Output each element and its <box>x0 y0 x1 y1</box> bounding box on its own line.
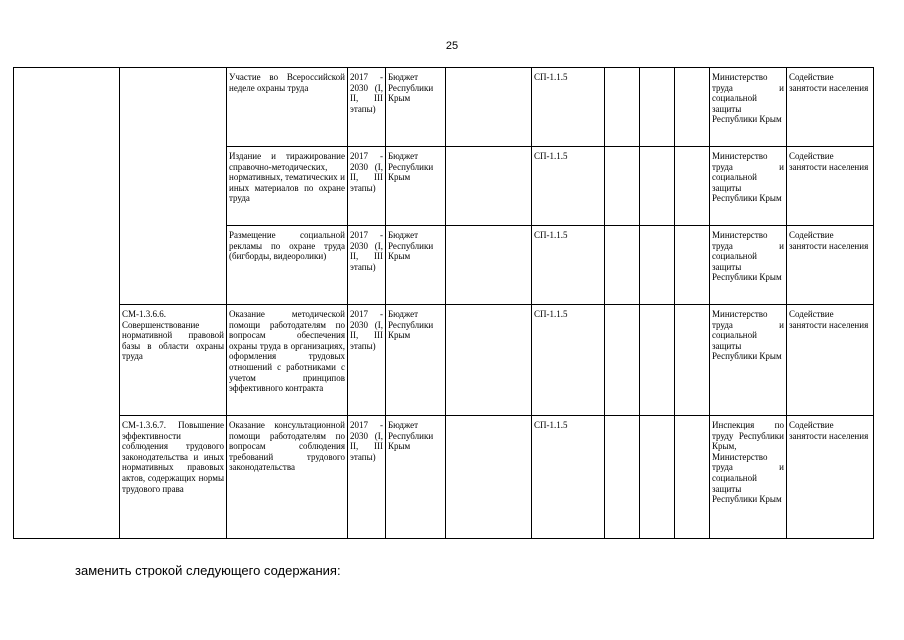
result-cell: Содействие занятости населения <box>787 416 874 539</box>
executor-cell: Министерство труда и социальной защиты Республики Крым <box>710 226 787 305</box>
result-cell: Содействие занятости населения <box>787 305 874 416</box>
source-cell: Бюджет Республики Крым <box>386 68 446 147</box>
event-cell: Размещение социальной рекламы по охране труда (бигборды, видеоролики) <box>227 226 348 305</box>
empty-cell <box>605 226 640 305</box>
empty-cell <box>446 68 532 147</box>
indicator-cell: СП-1.1.5 <box>532 416 605 539</box>
table-row <box>14 305 874 416</box>
event-cell: Оказание методической помощи работодателям по вопросам обеспечения охраны труда в организациях, оформления трудовых отношений с работниками с учетом принципов эффективного контракта <box>227 305 348 416</box>
indicator-cell: СП-1.1.5 <box>532 226 605 305</box>
period-cell: 2017 - 2030 (I, II, III этапы) <box>348 226 386 305</box>
page-number: 25 <box>445 40 459 52</box>
empty-cell <box>640 147 675 226</box>
empty-cell <box>446 147 532 226</box>
empty-cell <box>675 68 710 147</box>
result-cell: Содействие занятости населения <box>787 68 874 147</box>
empty-cell <box>605 68 640 147</box>
indicator-cell: СП-1.1.5 <box>532 147 605 226</box>
code-cell: СМ-1.3.6.6. Совершенствование нормативной правовой базы в области охраны труда <box>120 305 227 416</box>
period-cell: 2017 - 2030 (I, II, III этапы) <box>348 305 386 416</box>
executor-cell: Инспекция по труду Республики Крым, Министерство труда и социальной защиты Республики Крым <box>710 416 787 539</box>
empty-cell <box>605 416 640 539</box>
measures-table <box>13 67 874 539</box>
result-cell: Содействие занятости населения <box>787 147 874 226</box>
source-cell: Бюджет Республики Крым <box>386 416 446 539</box>
indicator-cell: СП-1.1.5 <box>532 68 605 147</box>
empty-cell <box>640 68 675 147</box>
empty-cell <box>675 147 710 226</box>
empty-cell <box>446 416 532 539</box>
source-cell: Бюджет Республики Крым <box>386 226 446 305</box>
source-cell: Бюджет Республики Крым <box>386 147 446 226</box>
empty-cell <box>675 226 710 305</box>
event-cell: Издание и тиражирование справочно-методических, нормативных, тематических и иных материалов по охране труда <box>227 147 348 226</box>
empty-cell <box>605 305 640 416</box>
empty-cell <box>446 226 532 305</box>
empty-cell <box>446 305 532 416</box>
period-cell: 2017 - 2030 (I, II, III этапы) <box>348 147 386 226</box>
empty-cell <box>640 416 675 539</box>
indicator-cell: СП-1.1.5 <box>532 305 605 416</box>
empty-cell <box>640 226 675 305</box>
table-row <box>14 416 874 539</box>
period-cell: 2017 - 2030 (I, II, III этапы) <box>348 416 386 539</box>
period-cell: 2017 - 2030 (I, II, III этапы) <box>348 68 386 147</box>
executor-cell: Министерство труда и социальной защиты Республики Крым <box>710 305 787 416</box>
result-cell: Содействие занятости населения <box>787 226 874 305</box>
empty-cell <box>14 68 120 539</box>
event-cell: Участие во Всероссийской неделе охраны труда <box>227 68 348 147</box>
empty-cell <box>675 305 710 416</box>
table-row <box>14 68 874 147</box>
executor-cell: Министерство труда и социальной защиты Республики Крым <box>710 147 787 226</box>
code-cell <box>120 68 227 305</box>
empty-cell <box>675 416 710 539</box>
source-cell: Бюджет Республики Крым <box>386 305 446 416</box>
empty-cell <box>640 305 675 416</box>
replacement-note: заменить строкой следующего содержания: <box>75 563 341 578</box>
executor-cell: Министерство труда и социальной защиты Республики Крым <box>710 68 787 147</box>
empty-cell <box>605 147 640 226</box>
code-cell: СМ-1.3.6.7. Повышение эффективности соблюдения трудового законодательства и иных нормативных правовых актов, содержащих нормы трудового права <box>120 416 227 539</box>
event-cell: Оказание консультационной помощи работодателям по вопросам соблюдения требований трудового законодательства <box>227 416 348 539</box>
